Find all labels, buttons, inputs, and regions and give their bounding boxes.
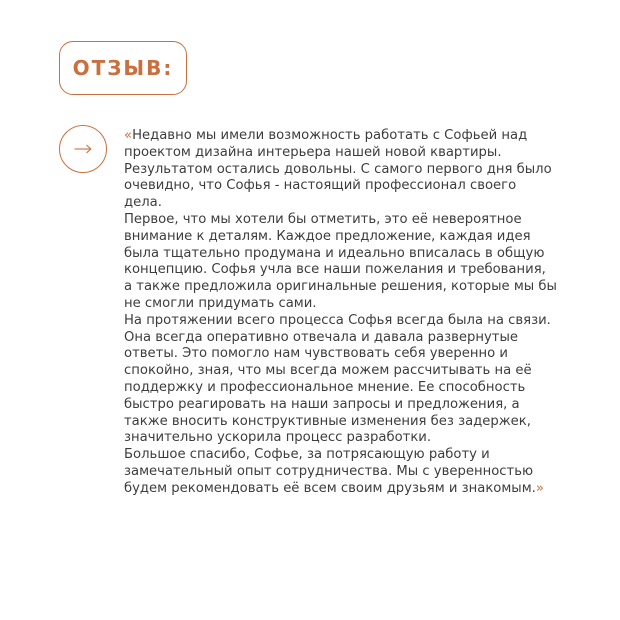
review-line-text: будем рекомендовать её всем своим друзьям и знакомым. bbox=[124, 480, 536, 496]
review-line bbox=[124, 212, 594, 229]
open-quote-mark: « bbox=[124, 128, 133, 143]
review-line bbox=[124, 246, 594, 263]
review-line bbox=[124, 195, 594, 212]
review-line bbox=[124, 330, 594, 347]
review-line-text: значительно ускорила процесс разработки. bbox=[124, 430, 432, 446]
review-line-text: спокойно, зная, что мы всегда можем рассчитывать на её bbox=[124, 363, 532, 379]
next-arrow-button[interactable] bbox=[59, 125, 107, 173]
review-line-text: Первое, что мы хотели бы отметить, это её невероятное bbox=[124, 211, 522, 227]
review-line-text: Большое спасибо, Софье, за потрясающую работу и bbox=[124, 447, 490, 463]
review-line-text: проектом дизайна интерьера нашей новой квартиры. bbox=[124, 144, 502, 160]
review-line-text: а также предложила оригинальные решения, которые мы бы bbox=[124, 279, 557, 295]
review-line-text: ответы. Это помогло нам чувствовать себя уверенно и bbox=[124, 346, 508, 362]
review-heading: ОТЗЫВ: bbox=[72, 56, 174, 80]
review-line-text: также вносить конструктивные изменения без задержек, bbox=[124, 413, 531, 429]
review-line-text: дела. bbox=[124, 195, 162, 211]
review-line bbox=[124, 128, 594, 145]
review-line-text: замечательный опыт сотрудничества. Мы с уверенностью bbox=[124, 463, 534, 479]
review-line bbox=[124, 145, 594, 162]
review-line-text: поддержку и профессиональное мнение. Ее способность bbox=[124, 379, 526, 395]
review-line bbox=[124, 481, 594, 498]
review-line bbox=[124, 313, 594, 330]
close-quote-mark: » bbox=[535, 480, 544, 496]
review-line bbox=[124, 447, 594, 464]
review-line bbox=[124, 346, 594, 363]
review-line bbox=[124, 380, 594, 397]
arrow-right-icon bbox=[74, 144, 92, 154]
review-line-text: Результатом остались довольны. С самого первого дня было bbox=[124, 161, 552, 177]
review-line bbox=[124, 363, 594, 380]
review-text bbox=[124, 128, 594, 498]
review-heading-badge bbox=[59, 41, 187, 95]
review-line-text: очевидно, что Софья - настоящий профессионал своего bbox=[124, 178, 517, 194]
review-line bbox=[124, 296, 594, 313]
review-line-text: Недавно мы имели возможность работать с Софьей над bbox=[132, 128, 528, 143]
review-line bbox=[124, 430, 594, 447]
review-line-text: была тщательно продумана и идеально вписалась в общую bbox=[124, 245, 545, 261]
review-line-text: Она всегда оперативно отвечала и давала развернутые bbox=[124, 329, 518, 345]
review-line bbox=[124, 178, 594, 195]
review-line bbox=[124, 229, 594, 246]
review-line bbox=[124, 464, 594, 481]
review-line bbox=[124, 397, 594, 414]
review-line bbox=[124, 262, 594, 279]
review-line bbox=[124, 279, 594, 296]
review-line bbox=[124, 414, 594, 431]
review-line-text: быстро реагировать на наши запросы и предложения, а bbox=[124, 396, 520, 412]
review-line-text: На протяжении всего процесса Софья всегда была на связи. bbox=[124, 312, 551, 328]
review-line bbox=[124, 162, 594, 179]
review-line-text: внимание к деталям. Каждое предложение, каждая идея bbox=[124, 228, 531, 244]
review-line-text: не смогли придумать сами. bbox=[124, 295, 317, 311]
review-line-text: концепцию. Софья учла все наши пожелания и требования, bbox=[124, 262, 546, 278]
